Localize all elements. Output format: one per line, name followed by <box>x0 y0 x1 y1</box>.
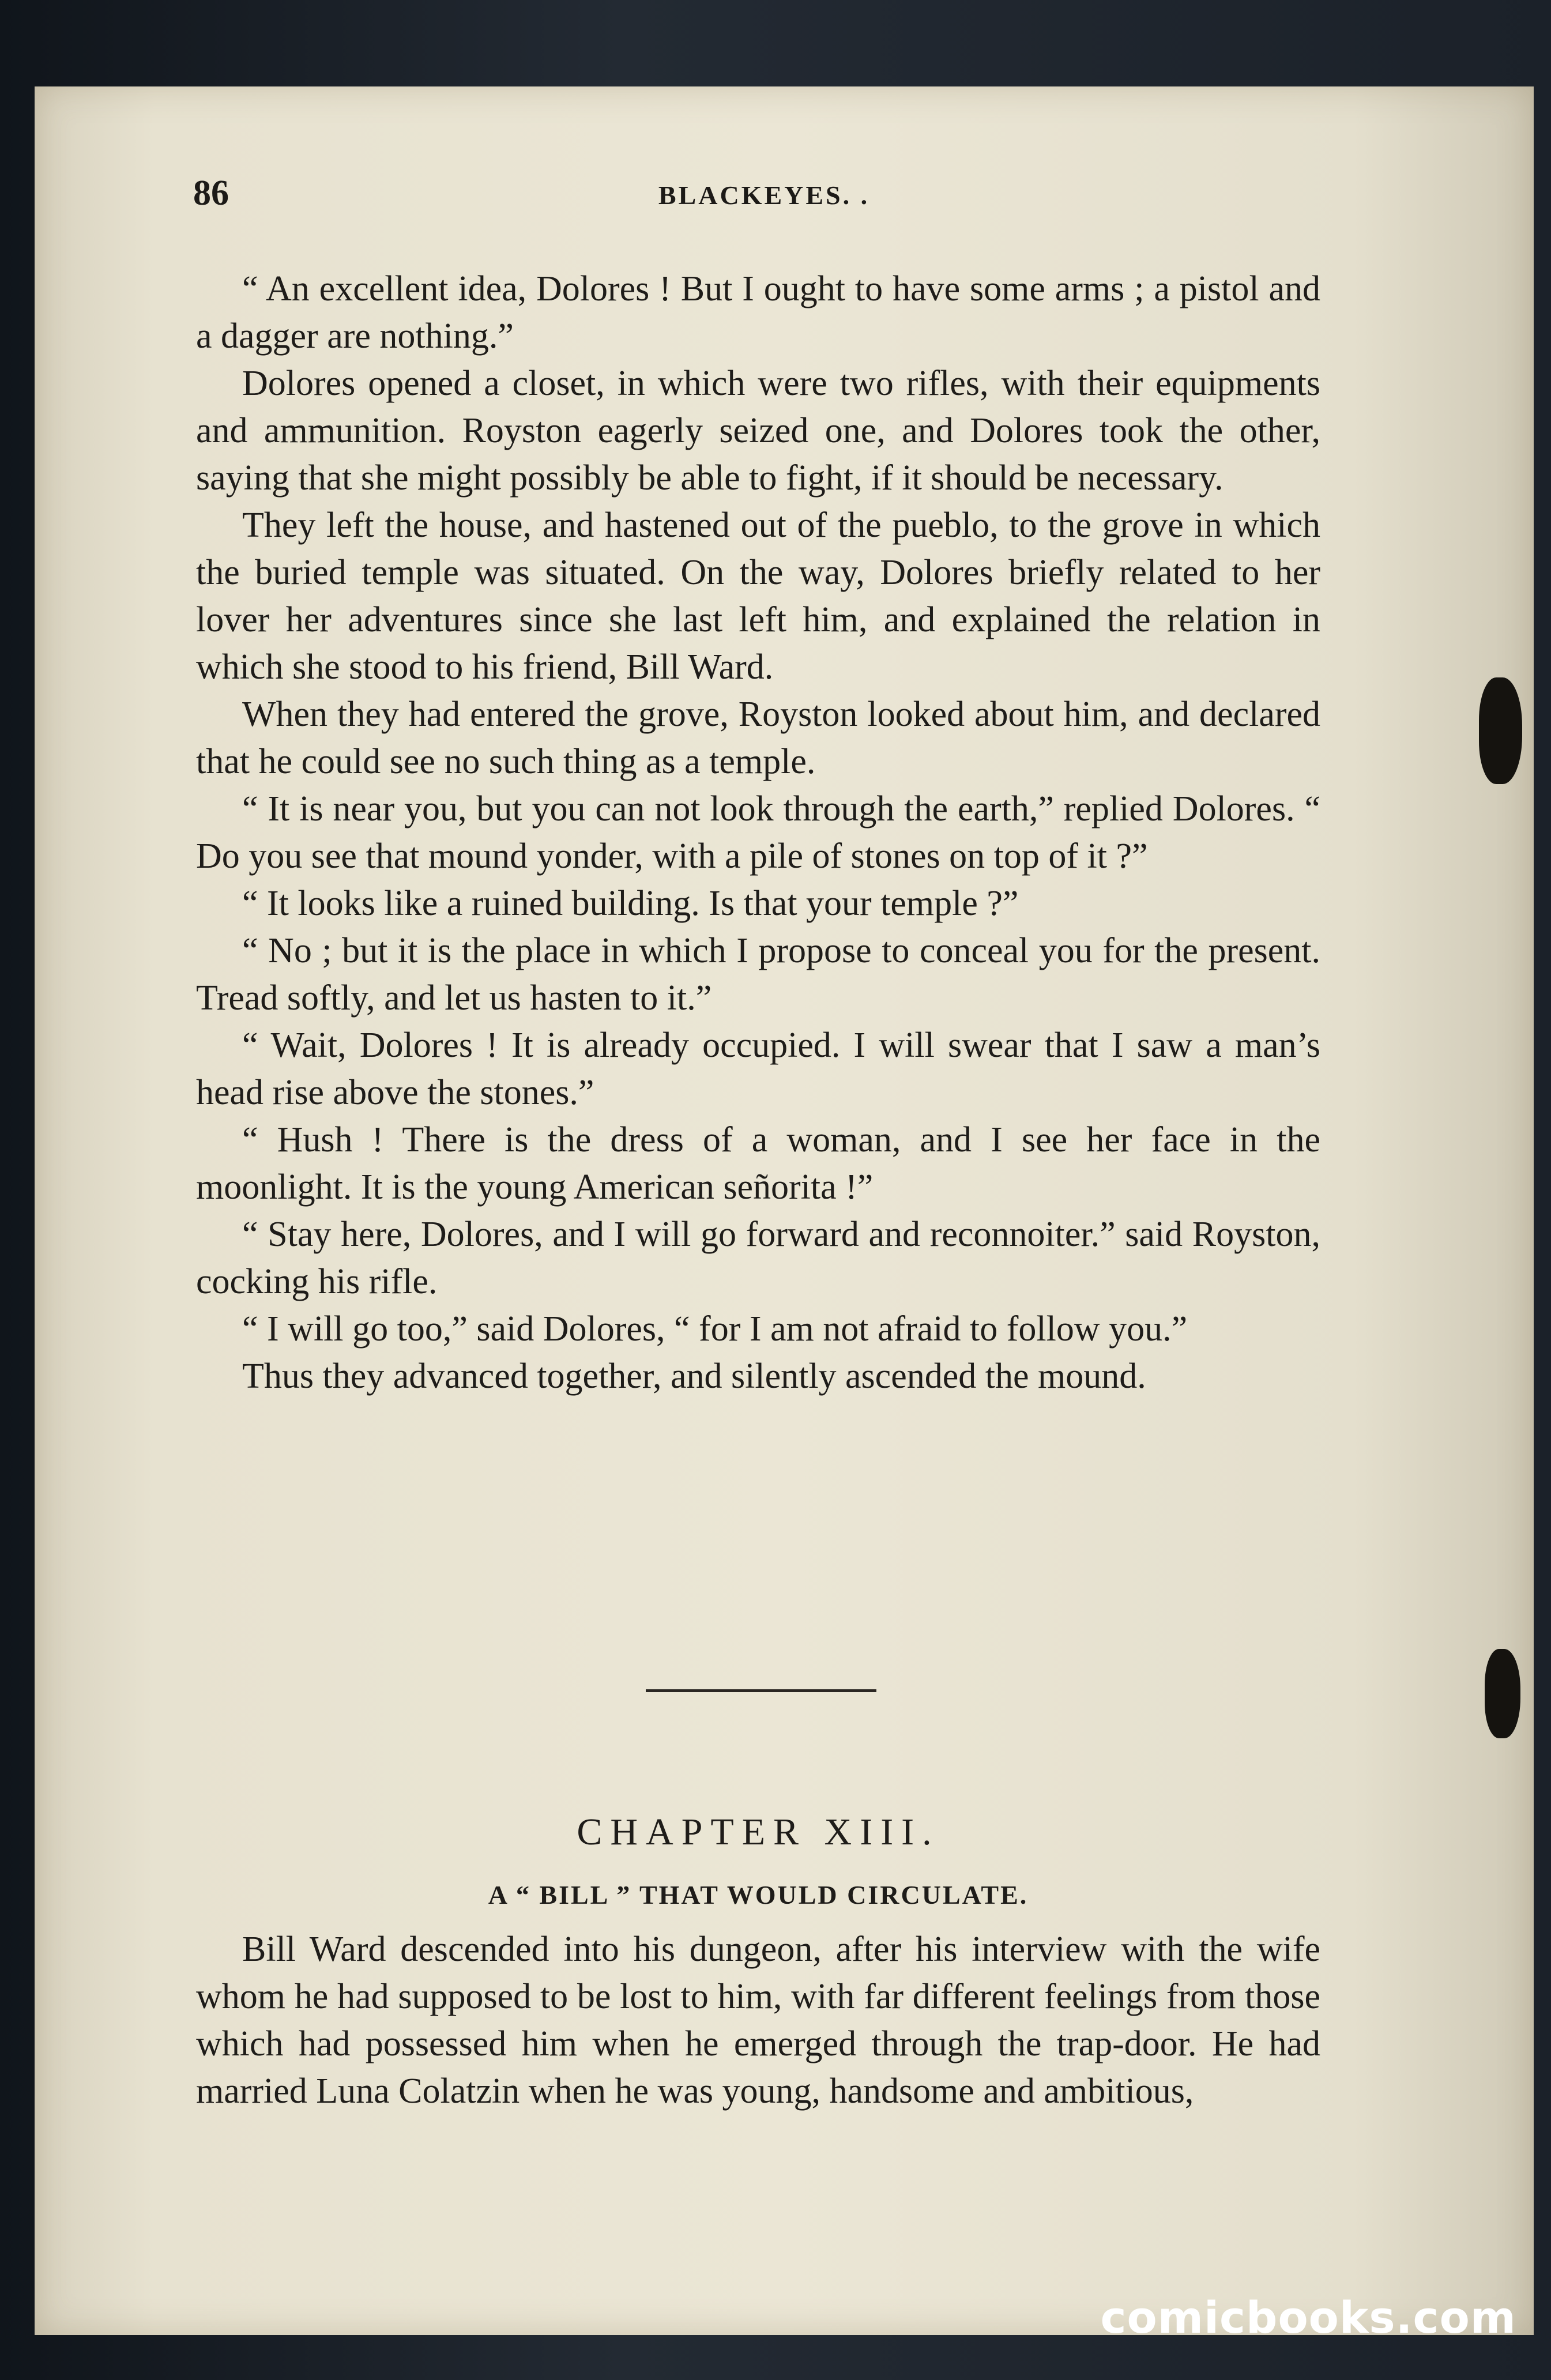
paragraph: Thus they advanced together, and silently ascended the mound. <box>242 1357 1146 1396</box>
page-damage-hole <box>1479 677 1522 784</box>
body-text <box>196 265 1320 1400</box>
page-number: 86 <box>193 174 229 213</box>
paragraph: “ I will go too,” said Dolores, “ for I am not afraid to follow you.” <box>242 1309 1188 1349</box>
paragraph: “ It is near you, but you can not look through the earth,” replied Dolores. “ Do you see that mound yonder, with a pile of stones on top of it ?” <box>196 789 1320 876</box>
paragraph: “ An excellent idea, Dolores ! But I ought to have some arms ; a pistol and a dagger are nothing.” <box>196 269 1320 356</box>
chapter-title: CHAPTER XIII. <box>577 1811 940 1853</box>
paragraph: “ Hush ! There is the dress of a woman, and I see her face in the moonlight. It is the young American señorita !” <box>196 1120 1320 1207</box>
paragraph: Dolores opened a closet, in which were two rifles, with their equipments and ammunition. Royston eagerly seized one, and Dolores took the other, saying that she might possibly be able to fight, if it should be necessary. <box>196 364 1320 498</box>
page-damage-hole <box>1485 1649 1520 1738</box>
section-divider <box>646 1689 876 1692</box>
paragraph: “ Wait, Dolores ! It is already occupied. I will swear that I saw a man’s head rise above the stones.” <box>196 1026 1320 1112</box>
chapter-subtitle: A “ BILL ” THAT WOULD CIRCULATE. <box>488 1880 1029 1910</box>
paragraph: Bill Ward descended into his dungeon, after his interview with the wife whom he had supposed to be lost to him, with far different feelings from those which had possessed him when he emerged through the trap-door. He had married Luna Colatzin when he was young, handsome and ambitious, <box>196 1930 1320 2111</box>
paragraph: “ Stay here, Dolores, and I will go forward and reconnoiter.” said Royston, cocking his rifle. <box>196 1215 1320 1301</box>
chapter-text <box>196 1926 1320 2115</box>
running-head: BLACKEYES. . <box>658 180 870 210</box>
watermark: comicbooks.com <box>1100 2292 1516 2343</box>
paragraph: When they had entered the grove, Royston looked about him, and declared that he could see no such thing as a temple. <box>196 695 1320 781</box>
paragraph: “ No ; but it is the place in which I propose to conceal you for the present. Tread softly, and let us hasten to it.” <box>196 931 1320 1018</box>
paragraph: They left the house, and hastened out of the pueblo, to the grove in which the buried temple was situated. On the way, Dolores briefly related to her lover her adventures since she last left him, and explained the relation in which she stood to his friend, Bill Ward. <box>196 506 1320 687</box>
paragraph: “ It looks like a ruined building. Is that your temple ?” <box>242 884 1019 923</box>
page-header <box>193 173 1335 231</box>
